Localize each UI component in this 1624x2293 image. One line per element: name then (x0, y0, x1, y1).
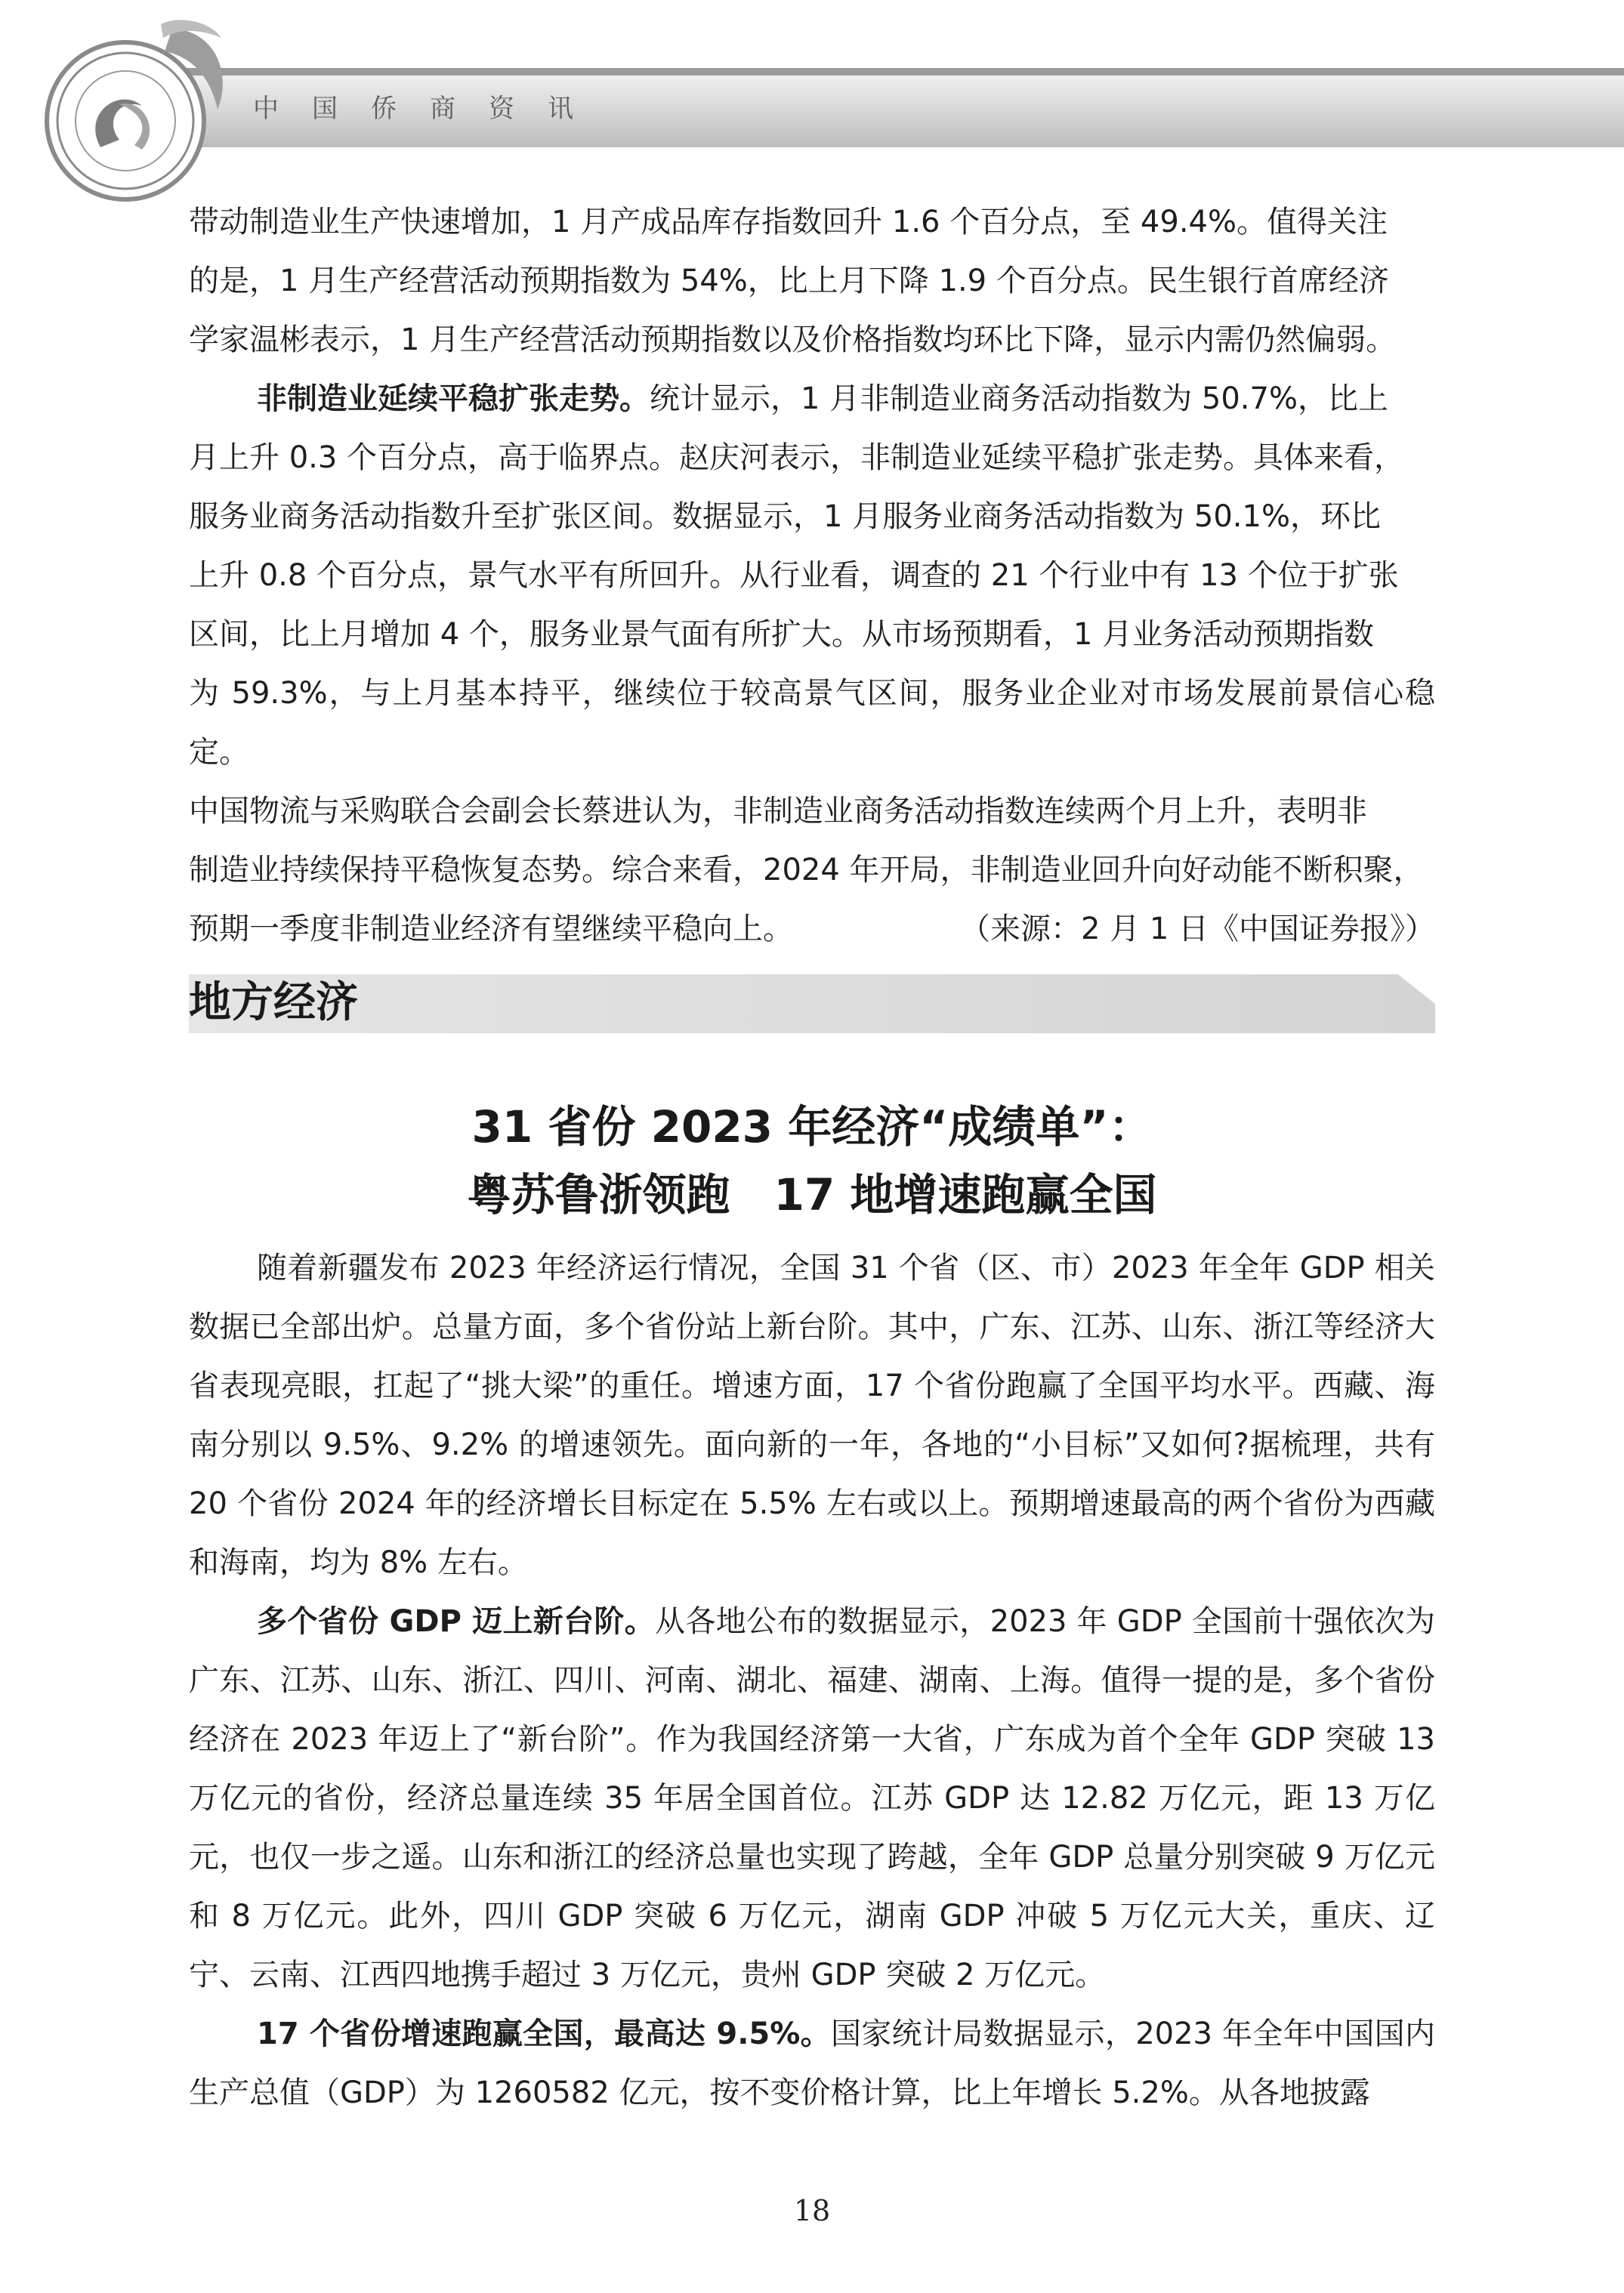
page-number: 18 (793, 2194, 831, 2227)
paragraph-lead: 多个省份 GDP 迈上新台阶。 (257, 1604, 656, 1639)
paragraph-lead: 17 个省份增速跑赢全国，最高达 9.5%。 (257, 2017, 831, 2051)
article-title-line1: 31 省份 2023 年经济“成绩单”： (471, 1101, 1153, 1153)
paragraph: 随着新疆发布 2023 年经济运行情况，全国 31 个省（区、市）2023 年全年 GDP 相关数据已全部出炉。总量方面，多个省份站上新台阶。其中，广东、江苏、山东、浙江等经济大省表现亮眼，扛起了“挑大梁”的重任。增速方面，17 个省份跑赢了全国平均水平。西藏、海南分别以 9.5%、9.2% 的增速领先。面向新的一年，各地的“小目标”又如何?据梳理，共有 20 个省份 2024 年的经济增长目标定在 5.5% 左右或以上。预期增速最高的两个省份为西藏和海南，均为 8% 左右。 (189, 1251, 1435, 1580)
text-line: 月上升 0.3 个百分点，高于临界点。赵庆河表示，非制造业延续平稳扩张走势。具体来看， (189, 440, 1405, 475)
paragraph (189, 2004, 1435, 2122)
paragraph-lead: 非制造业延续平稳扩张走势。 (257, 381, 650, 416)
section-title: 地方经济 (189, 977, 358, 1027)
text-line: 上升 0.8 个百分点，景气水平有所回升。从行业看，调查的 21 个行业中有 13 个位于扩张 (189, 558, 1399, 593)
paragraph-text: 国家统计局数据显示，2023 年全年中国国内生产总值（GDP）为 1260582 亿元，按不变价格计算，比上年增长 5.2%。从各地披露 (189, 2017, 1435, 2110)
text-line: 区间，比上月增加 4 个，服务业景气面有所扩大。从市场预期看，1 月业务活动预期指数 (189, 617, 1375, 652)
text-line: 服务业商务活动指数升至扩张区间。数据显示，1 月服务业商务活动指数为 50.1%，环比 (189, 499, 1381, 534)
publisher-logo-icon (29, 15, 234, 211)
text-line: 制造业持续保持平稳恢复态势。综合来看，2024 年开局，非制造业回升向好动能不断积聚， (189, 853, 1424, 887)
section-bar (189, 974, 1435, 1033)
source-citation: （来源：2 月 1 日《中国证券报》） (959, 912, 1435, 946)
paragraph-text: 从各地公布的数据显示，2023 年 GDP 全国前十强依次为广东、江苏、山东、浙江、四川、河南、湖北、福建、湖南、上海。值得一提的是，多个省份经济在 2023 年迈上了“新台阶”。作为我国经济第一大省，广东成为首个全年 GDP 突破 13 万亿元的省份，经济总量连续 35 年居全国首位。江苏 GDP 达 12.82 万亿元，距 13 万亿元，也仅一步之遥。山东和浙江的经济总量也实现了跨越，全年 GDP 总量分别突破 9 万亿元和 8 万亿元。此外，四川 GDP 突破 6 万亿元，湖南 GDP 冲破 5 万亿元大关，重庆、辽宁、云南、江西四地携手超过 3 万亿元，贵州 GDP 突破 2 万亿元。 (189, 1604, 1436, 1992)
article-title-line2: 粤苏鲁浙领跑 17 地增速跑赢全国 (467, 1169, 1157, 1221)
text-line: 的是，1 月生产经营活动预期指数为 54%，比上月下降 1.9 个百分点。民生银行首席经济 (189, 264, 1389, 298)
text-line: 带动制造业生产快速增加，1 月产成品库存指数回升 1.6 个百分点，至 49.4%。值得关注 (189, 205, 1388, 239)
paragraph-text: 统计显示，1 月非制造业商务活动指数为 50.7%，比上 (650, 381, 1388, 416)
text-line: 为 59.3%，与上月基本持平，继续位于较高景气区间，服务业企业对市场发展前景信心稳定。 (189, 676, 1435, 770)
text-line: 学家温彬表示，1 月生产经营活动预期指数以及价格指数均环比下降，显示内需仍然偏弱。 (189, 323, 1397, 357)
text-line: 预期一季度非制造业经济有望继续平稳向上。 (189, 912, 793, 946)
paragraph-first-line (189, 369, 1435, 428)
header-title: 中国侨商资讯 (253, 94, 607, 124)
last-line (189, 900, 1435, 958)
text-line: 中国物流与采购联合会副会长蔡进认为，非制造业商务活动指数连续两个月上升，表明非 (189, 794, 1367, 829)
paragraph (189, 1592, 1435, 2004)
intro-text (189, 193, 1435, 958)
article-body (189, 1239, 1435, 2122)
